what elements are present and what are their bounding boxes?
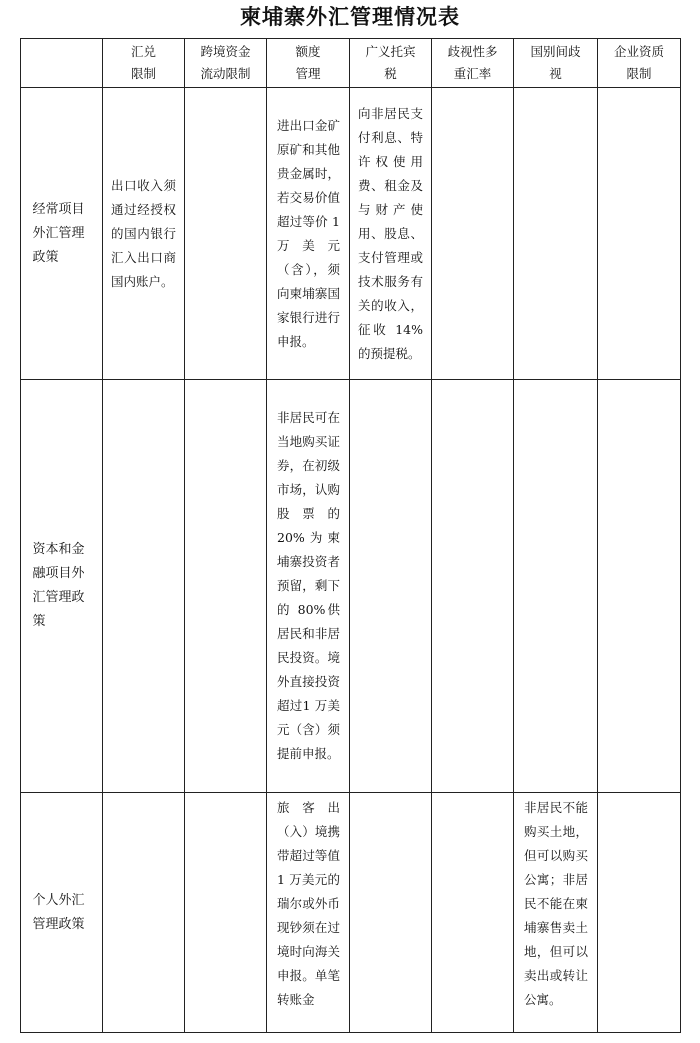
cell-multiple-rates [432,380,514,793]
header-enterprise-qualification: 企业资质 限制 [598,39,681,88]
header-exchange-restriction: 汇兑 限制 [103,39,185,88]
header-country-discrimination: 国别间歧 视 [514,39,598,88]
cell-enterprise-qualification [598,793,681,1033]
cell-quota-management: 非居民可在当地购买证券，在初级市场，认购股票的 20%为柬埔寨投资者预留，剩下的 80%供居民和非居民投资。境外直接投资超过1 万美元（含）须提前申报。 [267,380,350,793]
cell-cross-border-flow [185,88,267,380]
row-label: 资本和金融项目外汇管理政策 [21,380,103,793]
cell-country-discrimination [514,88,598,380]
cell-cross-border-flow [185,380,267,793]
table-row [21,380,681,793]
cell-country-discrimination [514,380,598,793]
row-label: 经常项目外汇管理政策 [21,88,103,380]
cell-tobin-tax [350,793,432,1033]
cell-quota-management: 进出口金矿原矿和其他贵金属时，若交易价值超过等价 1 万美元（含），须向柬埔寨国家银行进行申报。 [267,88,350,380]
header-corner [21,39,103,88]
cell-exchange-restriction [103,793,185,1033]
row-label: 个人外汇管理政策 [21,793,103,1033]
page-title: 柬埔寨外汇管理情况表 [240,5,460,29]
header-quota-management: 额度 管理 [267,39,350,88]
fx-management-table [20,38,681,1033]
table-row [21,793,681,1033]
cell-tobin-tax [350,380,432,793]
header-multiple-rates: 歧视性多 重汇率 [432,39,514,88]
cell-exchange-restriction: 出口收入须通过经授权的国内银行汇入出口商国内账户。 [103,88,185,380]
cell-multiple-rates [432,793,514,1033]
cell-cross-border-flow [185,793,267,1033]
header-tobin-tax: 广义托宾 税 [350,39,432,88]
cell-enterprise-qualification [598,380,681,793]
header-row [21,39,681,88]
cell-multiple-rates [432,88,514,380]
cell-exchange-restriction [103,380,185,793]
table-row [21,88,681,380]
cell-quota-management: 旅客出（入）境携带超过等值 1 万美元的瑞尔或外币现钞须在过境时向海关申报。单笔转账金 [267,793,350,1033]
header-cross-border-flow: 跨境资金 流动限制 [185,39,267,88]
cell-enterprise-qualification [598,88,681,380]
cell-country-discrimination: 非居民不能购买土地，但可以购买公寓；非居民不能在柬埔寨售卖土地，但可以卖出或转让公寓。 [514,793,598,1033]
cell-tobin-tax: 向非居民支付利息、特许权使用费、租金及与财产使用、股息、支付管理或技术服务有关的收入，征收 14%的预提税。 [350,88,432,380]
